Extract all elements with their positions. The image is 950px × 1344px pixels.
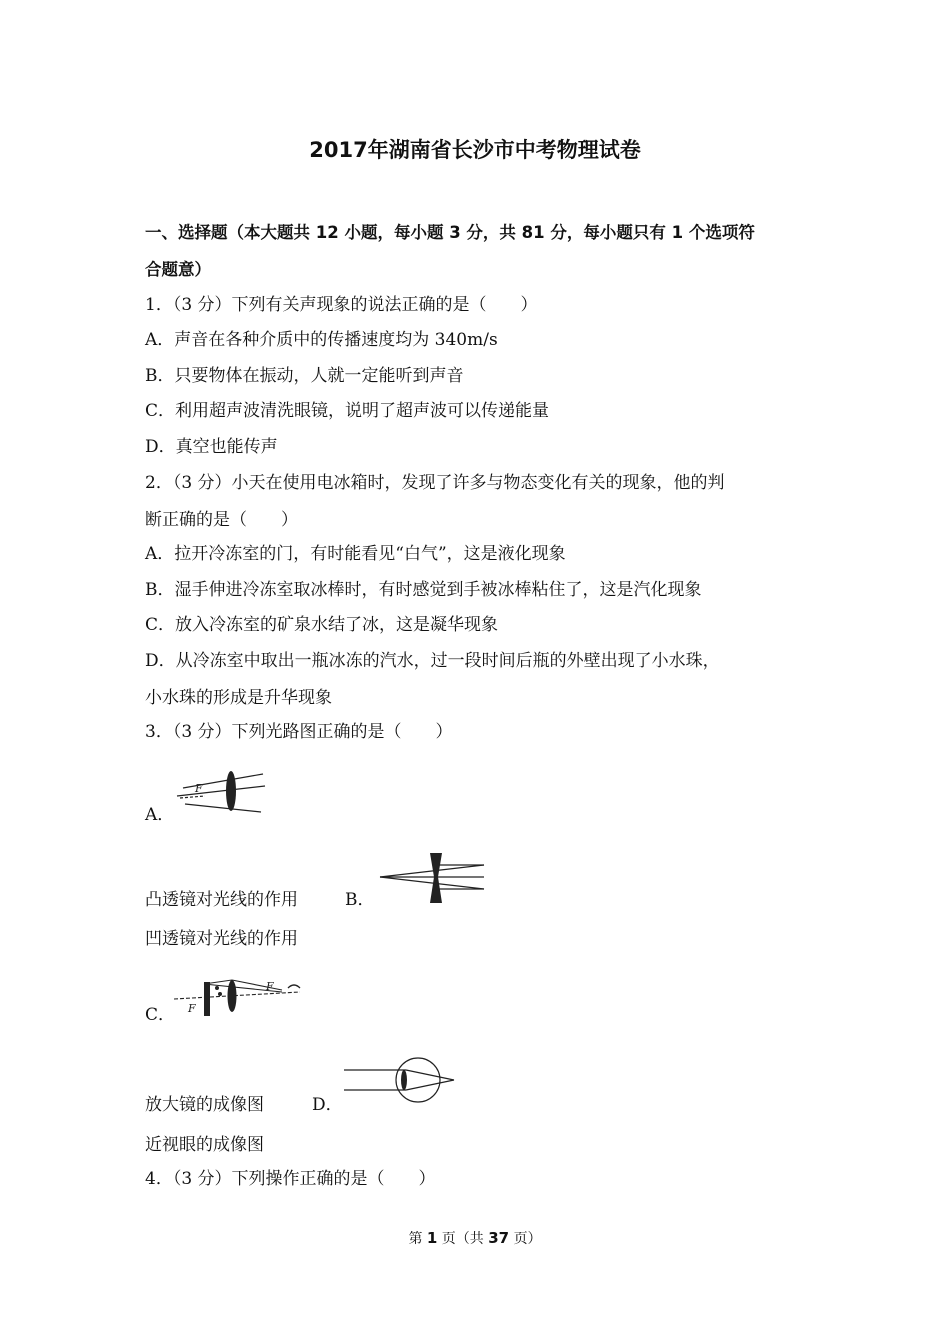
q3-option-a-letter: A．	[145, 805, 175, 825]
q1-option-d: D．真空也能传声	[145, 437, 278, 457]
q3-option-c-letter: C．	[145, 1005, 176, 1025]
lens-shape	[228, 980, 237, 1012]
q2-option-d: D．从冷冻室中取出一瓶冰冻的汽水，过一段时间后瓶的外壁出现了小水珠，	[145, 651, 720, 671]
footer-total-pages: 37	[488, 1229, 510, 1247]
q3-option-c-caption: 放大镜的成像图	[145, 1095, 264, 1115]
focus-label-f-left: F	[188, 1002, 196, 1015]
myopia-eye-diagram	[342, 1056, 457, 1106]
q1-option-a: A．声音在各种介质中的传播速度均为 340m/s	[145, 330, 498, 350]
q3-option-d-letter: D．	[312, 1095, 343, 1115]
footer-prefix: 第	[408, 1231, 423, 1247]
footer-middle: 页（共	[441, 1231, 484, 1247]
page-title: 2017年湖南省长沙市中考物理试卷	[309, 138, 641, 162]
footer-suffix: 页）	[513, 1231, 542, 1247]
q2-stem-line2: 断正确的是（ ）	[145, 510, 298, 530]
object-arrow	[204, 982, 210, 1016]
section-heading-line2: 合题意）	[145, 260, 211, 279]
lens-shape	[226, 771, 236, 811]
footer-page-number: 1	[426, 1229, 438, 1247]
eye-icon	[288, 985, 300, 988]
q1-option-b: B．只要物体在振动，人就一定能听到声音	[145, 366, 464, 386]
q3-option-d-caption: 近视眼的成像图	[145, 1135, 264, 1155]
q3-option-a-caption: 凸透镜对光线的作用	[145, 890, 298, 910]
magnifier-diagram	[172, 972, 304, 1020]
lens-shape	[430, 853, 442, 903]
q2-option-d-line2: 小水珠的形成是升华现象	[145, 688, 332, 708]
focus-label-f: F	[195, 782, 203, 795]
q2-option-a: A．拉开冷冻室的门，有时能看见“白气”，这是液化现象	[145, 544, 566, 564]
page-footer	[0, 1228, 950, 1248]
q1-option-c: C．利用超声波清洗眼镜，说明了超声波可以传递能量	[145, 401, 550, 421]
q2-option-b: B．湿手伸进冷冻室取冰棒时，有时感觉到手被冰棒粘住了，这是汽化现象	[145, 580, 702, 600]
q4-stem: 4．（3 分）下列操作正确的是（ ）	[145, 1169, 436, 1189]
q2-stem-line1: 2．（3 分）小天在使用电冰箱时，发现了许多与物态变化有关的现象，他的判	[145, 473, 725, 493]
q1-stem: 1．（3 分）下列有关声现象的说法正确的是（ ）	[145, 295, 538, 315]
section-heading-line1: 一、选择题（本大题共 12 小题，每小题 3 分，共 81 分，每小题只有 1 个选项符	[145, 223, 755, 242]
q2-option-c: C．放入冷冻室的矿泉水结了冰，这是凝华现象	[145, 615, 499, 635]
q3-option-b-caption: 凹透镜对光线的作用	[145, 929, 298, 949]
concave-lens-diagram	[376, 850, 488, 908]
eye-lens	[401, 1070, 407, 1090]
focus-label-f-right: F	[266, 980, 274, 993]
convex-lens-diagram	[175, 766, 270, 821]
q3-stem: 3．（3 分）下列光路图正确的是（ ）	[145, 722, 453, 742]
q3-option-b-letter: B．	[345, 890, 375, 910]
